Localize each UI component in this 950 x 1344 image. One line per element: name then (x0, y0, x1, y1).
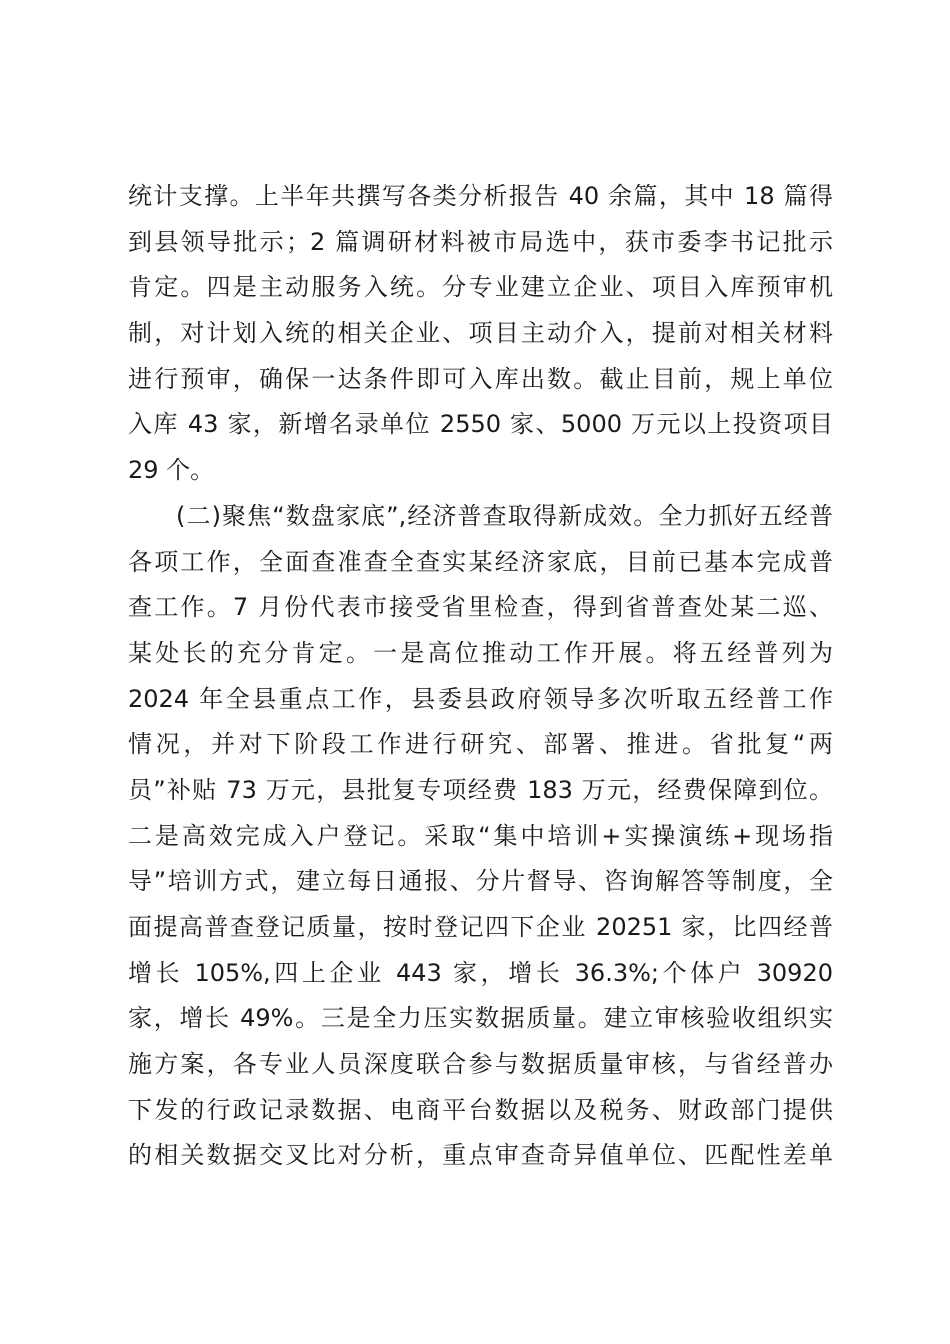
text-line: 29 个。 (128, 456, 215, 485)
text-line: 某处长的充分肯定。一是高位推动工作开展。将五经普列为 (128, 638, 833, 667)
text-line: 到县领导批示；2 篇调研材料被市局选中，获市委李书记批示 (128, 227, 833, 256)
paragraph-economic-census (128, 494, 833, 1179)
text-line: 增长 105%,四上企业 443 家，增长 36.3%;个体户 30920 (128, 958, 833, 987)
text-line: 制，对计划入统的相关企业、项目主动介入，提前对相关材料 (128, 319, 833, 348)
text-line: 进行预审，确保一达条件即可入库出数。截止目前，规上单位 (128, 364, 833, 393)
text-line: 查工作。7 月份代表市接受省里检查，得到省普查处某二巡、 (128, 593, 833, 622)
text-line: 下发的行政记录数据、电商平台数据以及税务、财政部门提供 (128, 1095, 833, 1124)
document-body (128, 174, 833, 1179)
text-line: 各项工作，全面查准查全查实某经济家底，目前已基本完成普 (128, 547, 833, 576)
text-line: 面提高普查登记质量，按时登记四下企业 20251 家，比四经普 (128, 913, 833, 941)
paragraph-statistical-support (128, 174, 833, 494)
section-heading-line: (二)聚焦“数盘家底”,经济普查取得新成效。全力抓好五经普 (176, 501, 833, 530)
text-line: 情况，并对下阶段工作进行研究、部署、推进。省批复“两 (128, 730, 833, 759)
text-line: 的相关数据交叉比对分析，重点审查奇异值单位、匹配性差单 (128, 1141, 833, 1170)
text-line: 员”补贴 73 万元，县批复专项经费 183 万元，经费保障到位。 (128, 775, 833, 804)
text-line: 统计支撑。上半年共撰写各类分析报告 40 余篇，其中 18 篇得 (128, 182, 833, 210)
text-line: 肯定。四是主动服务入统。分专业建立企业、项目入库预审机 (128, 273, 833, 302)
text-line: 2024 年全县重点工作，县委县政府领导多次听取五经普工作 (128, 684, 833, 713)
text-line: 施方案，各专业人员深度联合参与数据质量审核，与省经普办 (128, 1050, 833, 1079)
text-line: 二是高效完成入户登记。采取“集中培训+实操演练+现场指 (128, 821, 833, 850)
text-line: 导”培训方式，建立每日通报、分片督导、咨询解答等制度，全 (128, 867, 833, 896)
text-line: 家，增长 49%。三是全力压实数据质量。建立审核验收组织实 (128, 1004, 833, 1033)
text-line: 入库 43 家，新增名录单位 2550 家、5000 万元以上投资项目 (128, 410, 833, 439)
